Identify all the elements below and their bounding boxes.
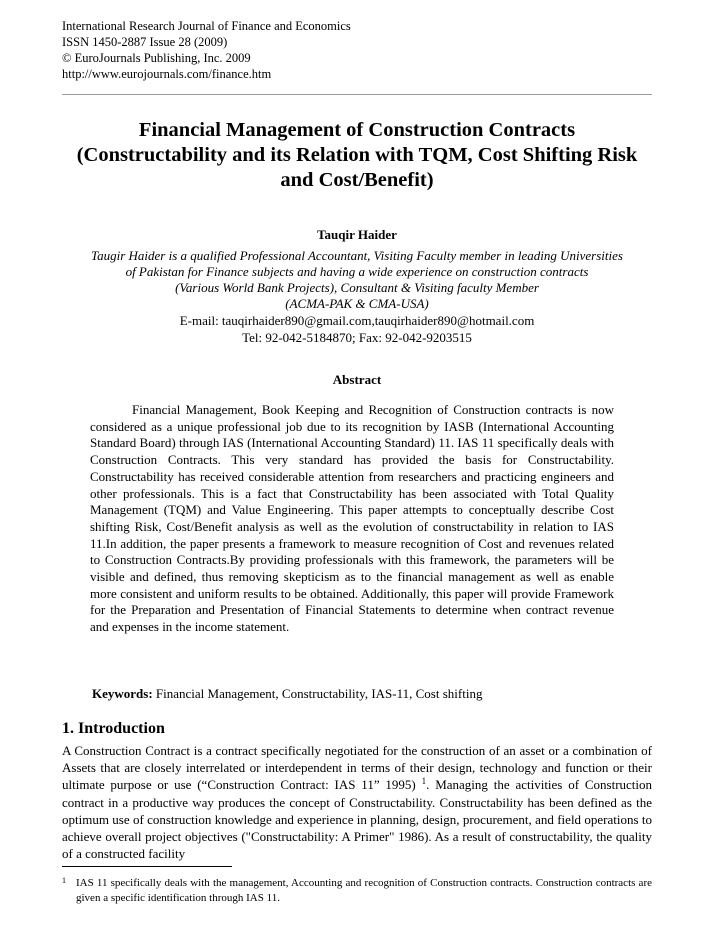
bio-line-2: of Pakistan for Finance subjects and having a wide experience on construction contracts (125, 264, 589, 279)
abstract-text: Financial Management, Book Keeping and Recognition of Construction contracts is now considered as a unique professional job due to its recognition by IASB (International Accounting Standard Board) through IAS (International Accounting Standard) 11. IAS 11 specifically deals with Construction Contracts. This very standard has provided the basis for Constructability. Constructability has received considerable attention from researchers and practicing engineers and other professionals. This is a fact that Constructability has been associated with Total Quality Management (TQM) and Value Engineering. This paper attempts to conceptually describe Cost shifting Risk, Cost/Benefit analysis as well as the evolution of constructability in relation to IAS 11.In addition, the paper presents a framework to measure recognition of Cost and revenues related to Construction Contracts.By providing professionals with this framework, the parameters will be visible and defined, thus removing skepticism as to the financial management as well as enable more consistent and uniform results to be obtained. Additionally, this paper will provide Framework for the Preparation and Presentation of Financial Statements to determine when contract revenue and expenses in the income statement. (90, 402, 614, 635)
journal-name: International Research Journal of Finance and Economics (62, 19, 351, 33)
footnote-text: IAS 11 specifically deals with the management, Accounting and recognition of Construction contracts. Construction contracts are given a specific identification through IAS 11. (76, 877, 652, 904)
introduction-text (62, 742, 652, 862)
header-divider (62, 94, 652, 95)
author-contact (50, 312, 664, 346)
bio-line-3: (Various World Bank Projects), Consultant & Visiting faculty Member (175, 280, 539, 295)
footnote-reference[interactable]: 1 (421, 776, 427, 787)
keywords-label: Keywords: (92, 686, 153, 701)
bio-line-4: (ACMA-PAK & CMA-USA) (285, 296, 429, 311)
author-phone: Tel: 92-042-5184870; Fax: 92-042-9203515 (242, 330, 472, 345)
author-name: Tauqir Haider (317, 227, 397, 242)
footnote (62, 876, 652, 906)
bio-line-1: Taugir Haider is a qualified Professional Accountant, Visiting Faculty member in leading Universities (91, 248, 623, 263)
footnote-divider (62, 866, 232, 867)
keywords-text: Financial Management, Constructability, IAS-11, Cost shifting (155, 686, 483, 701)
journal-header (62, 18, 652, 82)
introduction-heading: 1. Introduction (62, 720, 165, 737)
introduction-text-part-1: A Construction Contract is a contract specifically negotiated for the construction of an asset or a combination of Assets that are closely interrelated or interdependent in terms of their design, technology and function or their ultimate purpose or use (“Construction Contract: IAS 11” 1995) (62, 743, 652, 793)
title-line-2: (Constructability and its Relation with TQM, Cost Shifting Risk (76, 144, 638, 166)
journal-copyright: © EuroJournals Publishing, Inc. 2009 (62, 51, 251, 65)
introduction-text-part-2: . Managing the activities of Construction contract in a productive way produces the concept of Constructability. Constructability has been defined as the optimum use of construction knowledge and experience in planning, design, procurement, and field operations to achieve overall project objectives ("Constructability: A Primer" 1986). As a result of constructability, the quality of a constructed facility (62, 777, 653, 862)
abstract-heading: Abstract (332, 372, 382, 387)
footnote-mark: 1 (62, 876, 66, 885)
keywords (92, 686, 652, 702)
paper-title (50, 118, 664, 193)
title-line-3: and Cost/Benefit) (280, 169, 434, 191)
title-line-1: Financial Management of Construction Contracts (138, 119, 576, 141)
author-bio (54, 248, 660, 312)
journal-issn: ISSN 1450-2887 Issue 28 (2009) (62, 35, 228, 49)
author-email[interactable]: E-mail: tauqirhaider890@gmail.com,tauqirhaider890@hotmail.com (179, 313, 535, 328)
journal-url[interactable]: http://www.eurojournals.com/finance.htm (62, 67, 272, 81)
